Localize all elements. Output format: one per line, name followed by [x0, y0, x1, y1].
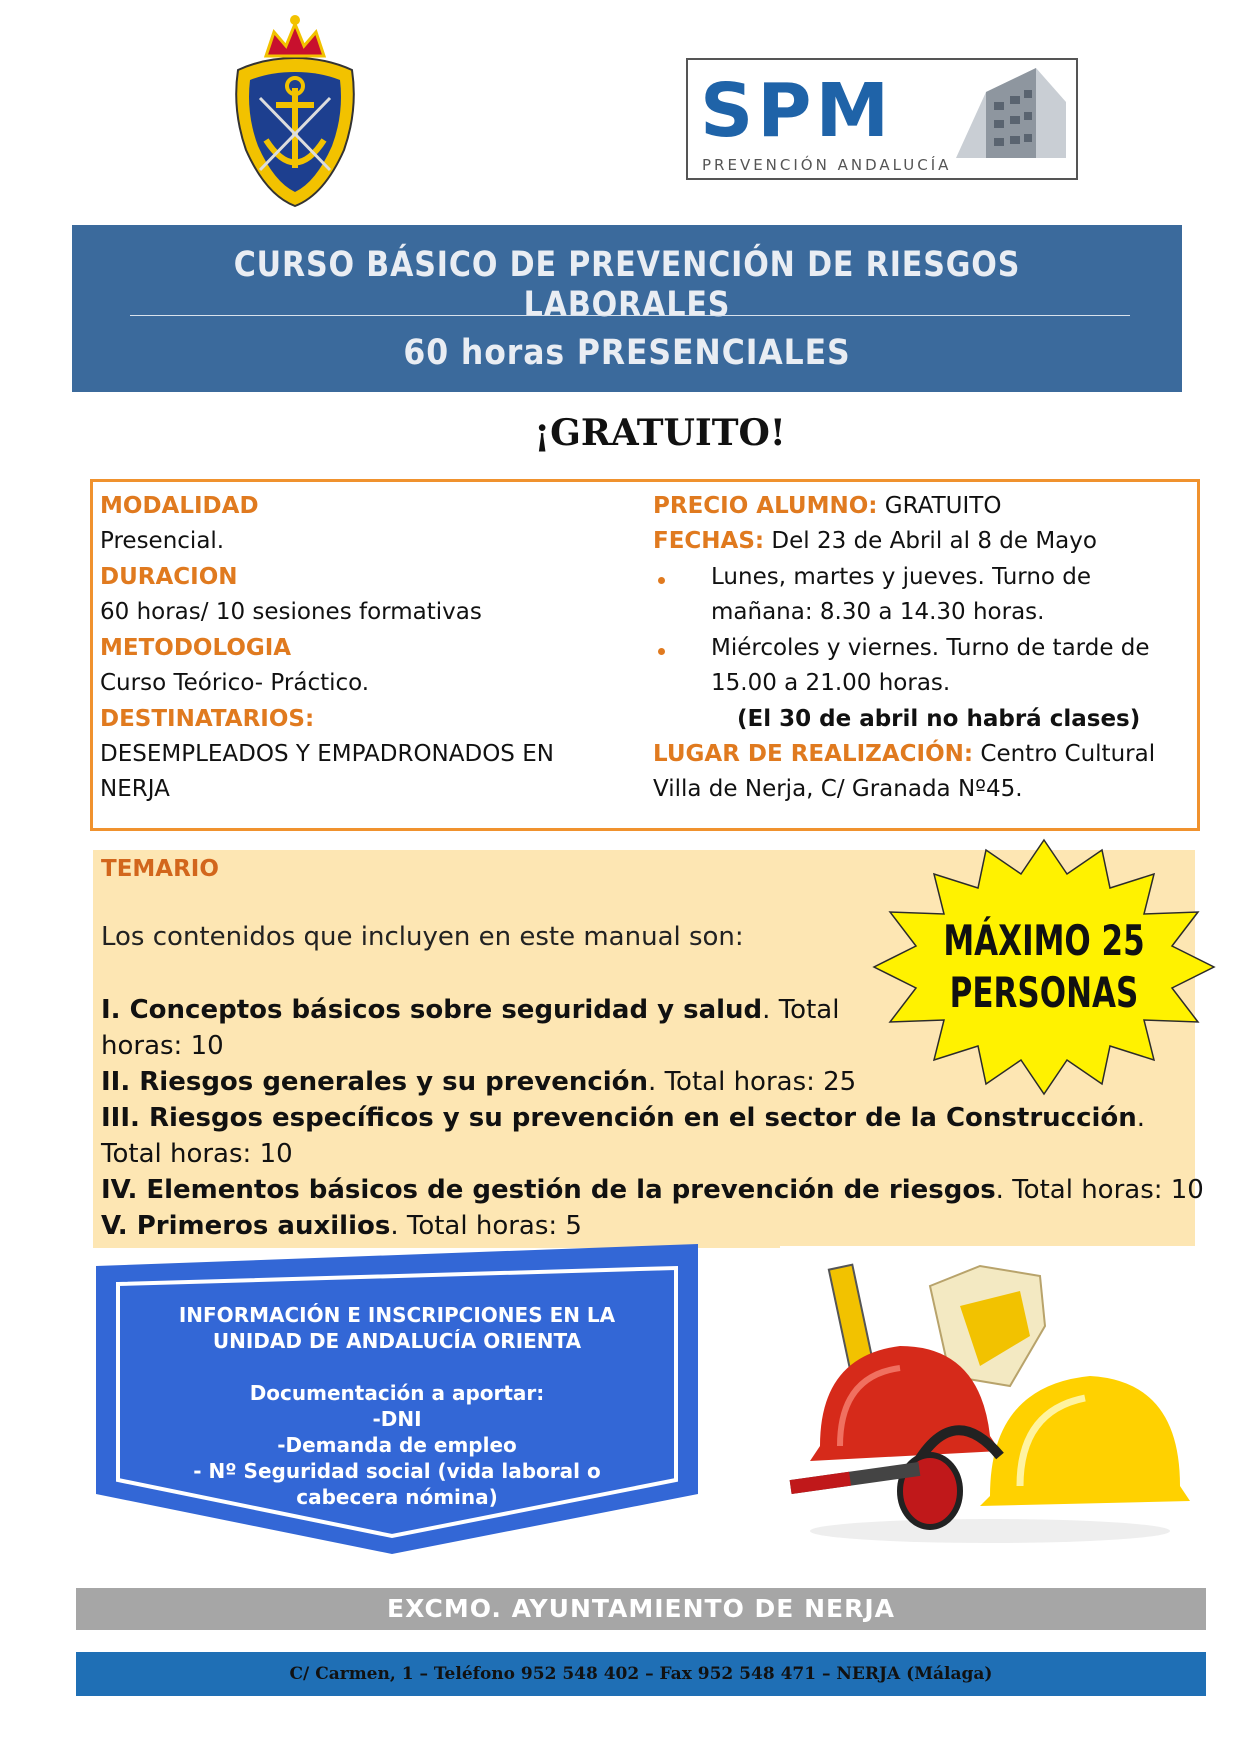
duracion-value: 60 horas/ 10 sesiones formativas: [100, 599, 482, 625]
starburst-icon: [870, 836, 1218, 1098]
destinatarios-value-2: NERJA: [100, 776, 170, 802]
topic-5-hours: . Total horas: 5: [390, 1211, 582, 1241]
schedule-1-line-1: Lunes, martes y jueves. Turno de: [711, 564, 1092, 590]
banner-divider: [130, 315, 1130, 316]
syllabus-heading: TEMARIO: [101, 856, 219, 882]
inscription-line-1: INFORMACIÓN E INSCRIPCIONES EN LA: [178, 1303, 616, 1327]
lugar-label: LUGAR DE REALIZACIÓN:: [653, 741, 974, 767]
topic-2-hours: . Total horas: 25: [648, 1067, 857, 1097]
topic-5-title: V. Primeros auxilios: [101, 1211, 391, 1241]
inscription-line-2: UNIDAD DE ANDALUCÍA ORIENTA: [212, 1329, 582, 1353]
price-headline: ¡GRATUITO!: [534, 412, 786, 454]
duracion-label: DURACION: [100, 564, 238, 590]
no-class-note: (El 30 de abril no habrá clases): [737, 706, 1141, 732]
topic-1-hours-line: horas: 10: [101, 1031, 224, 1061]
spm-logo-text: SPM: [700, 68, 894, 154]
destinatarios-value-1: DESEMPLEADOS Y EMPADRONADOS EN: [100, 741, 554, 767]
topic-4: [101, 1172, 1204, 1208]
capacity-line-2: PERSONAS: [949, 968, 1139, 1017]
inscription-text: [96, 1302, 698, 1510]
title-banner: [72, 225, 1182, 392]
document-4: cabecera nómina): [296, 1485, 498, 1509]
fechas-label: FECHAS:: [653, 528, 765, 554]
topic-3-hours-line: Total horas: 10: [101, 1139, 293, 1169]
course-info-box: [90, 479, 1200, 831]
max-capacity-starburst: [870, 836, 1218, 1098]
fechas-row: [653, 524, 1097, 559]
course-title: CURSO BÁSICO DE PREVENCIÓN DE RIESGOS LABORALES: [233, 245, 1021, 325]
spm-logo-subtitle: PREVENCIÓN ANDALUCÍA: [702, 156, 952, 174]
topic-3-title: III. Riesgos específicos y su prevención en el sector de la Construcción: [101, 1103, 1137, 1133]
topic-1-hours: . Total: [762, 995, 840, 1025]
topic-3: [101, 1100, 1145, 1136]
precio-row: [653, 489, 1001, 524]
schedule-2-line-2: 15.00 a 21.00 horas.: [711, 670, 951, 696]
precio-value: GRATUITO: [877, 493, 1002, 519]
contact-footer: C/ Carmen, 1 – Teléfono 952 548 402 – Fax 952 548 471 – NERJA (Málaga): [76, 1652, 1206, 1696]
fechas-value: Del 23 de Abril al 8 de Mayo: [764, 528, 1097, 554]
bullet-icon: [658, 577, 665, 584]
document-1: -DNI: [372, 1407, 422, 1431]
lugar-row: [653, 737, 1155, 772]
lugar-value-1: Centro Cultural: [973, 741, 1156, 767]
documents-title: Documentación a aportar:: [249, 1381, 545, 1405]
crest-logo: [226, 10, 364, 210]
topic-2: [101, 1064, 856, 1100]
topic-4-hours: . Total horas: 10: [995, 1175, 1204, 1205]
topic-4-title: IV. Elementos básicos de gestión de la prevención de riesgos: [101, 1175, 996, 1205]
building-icon: [946, 62, 1076, 158]
topic-1: [101, 992, 839, 1028]
destinatarios-label: DESTINATARIOS:: [100, 706, 315, 732]
spm-logo: [686, 58, 1078, 180]
metodologia-label: METODOLOGIA: [100, 635, 292, 661]
precio-label: PRECIO ALUMNO:: [653, 493, 878, 519]
lugar-value-2: Villa de Nerja, C/ Granada Nº45.: [653, 776, 1023, 802]
metodologia-value: Curso Teórico- Práctico.: [100, 670, 370, 696]
safety-helmets-tools-icon: [780, 1246, 1195, 1548]
syllabus-intro: Los contenidos que incluyen en este manual son:: [101, 922, 744, 952]
topic-2-title: II. Riesgos generales y su prevención: [101, 1067, 649, 1097]
document-2: -Demanda de empleo: [277, 1433, 517, 1457]
topic-5: [101, 1208, 582, 1244]
inscription-info-box: [96, 1244, 698, 1554]
topic-3-punct: .: [1136, 1103, 1146, 1133]
schedule-2-line-1: Miércoles y viernes. Turno de tarde de: [711, 635, 1150, 661]
course-subtitle: 60 horas PRESENCIALES: [403, 333, 851, 373]
capacity-line-1: MÁXIMO 25: [943, 916, 1145, 965]
topic-1-title: I. Conceptos básicos sobre seguridad y salud: [101, 995, 763, 1025]
schedule-1-line-2: mañana: 8.30 a 14.30 horas.: [711, 599, 1045, 625]
modalidad-value: Presencial.: [100, 528, 225, 554]
modalidad-label: MODALIDAD: [100, 493, 259, 519]
anchor-crest-icon: [226, 10, 364, 210]
organization-footer: EXCMO. AYUNTAMIENTO DE NERJA: [76, 1588, 1206, 1630]
safety-equipment-image: [780, 1246, 1195, 1548]
bullet-icon: [658, 648, 665, 655]
document-3: - Nº Seguridad social (vida laboral o: [193, 1459, 601, 1483]
